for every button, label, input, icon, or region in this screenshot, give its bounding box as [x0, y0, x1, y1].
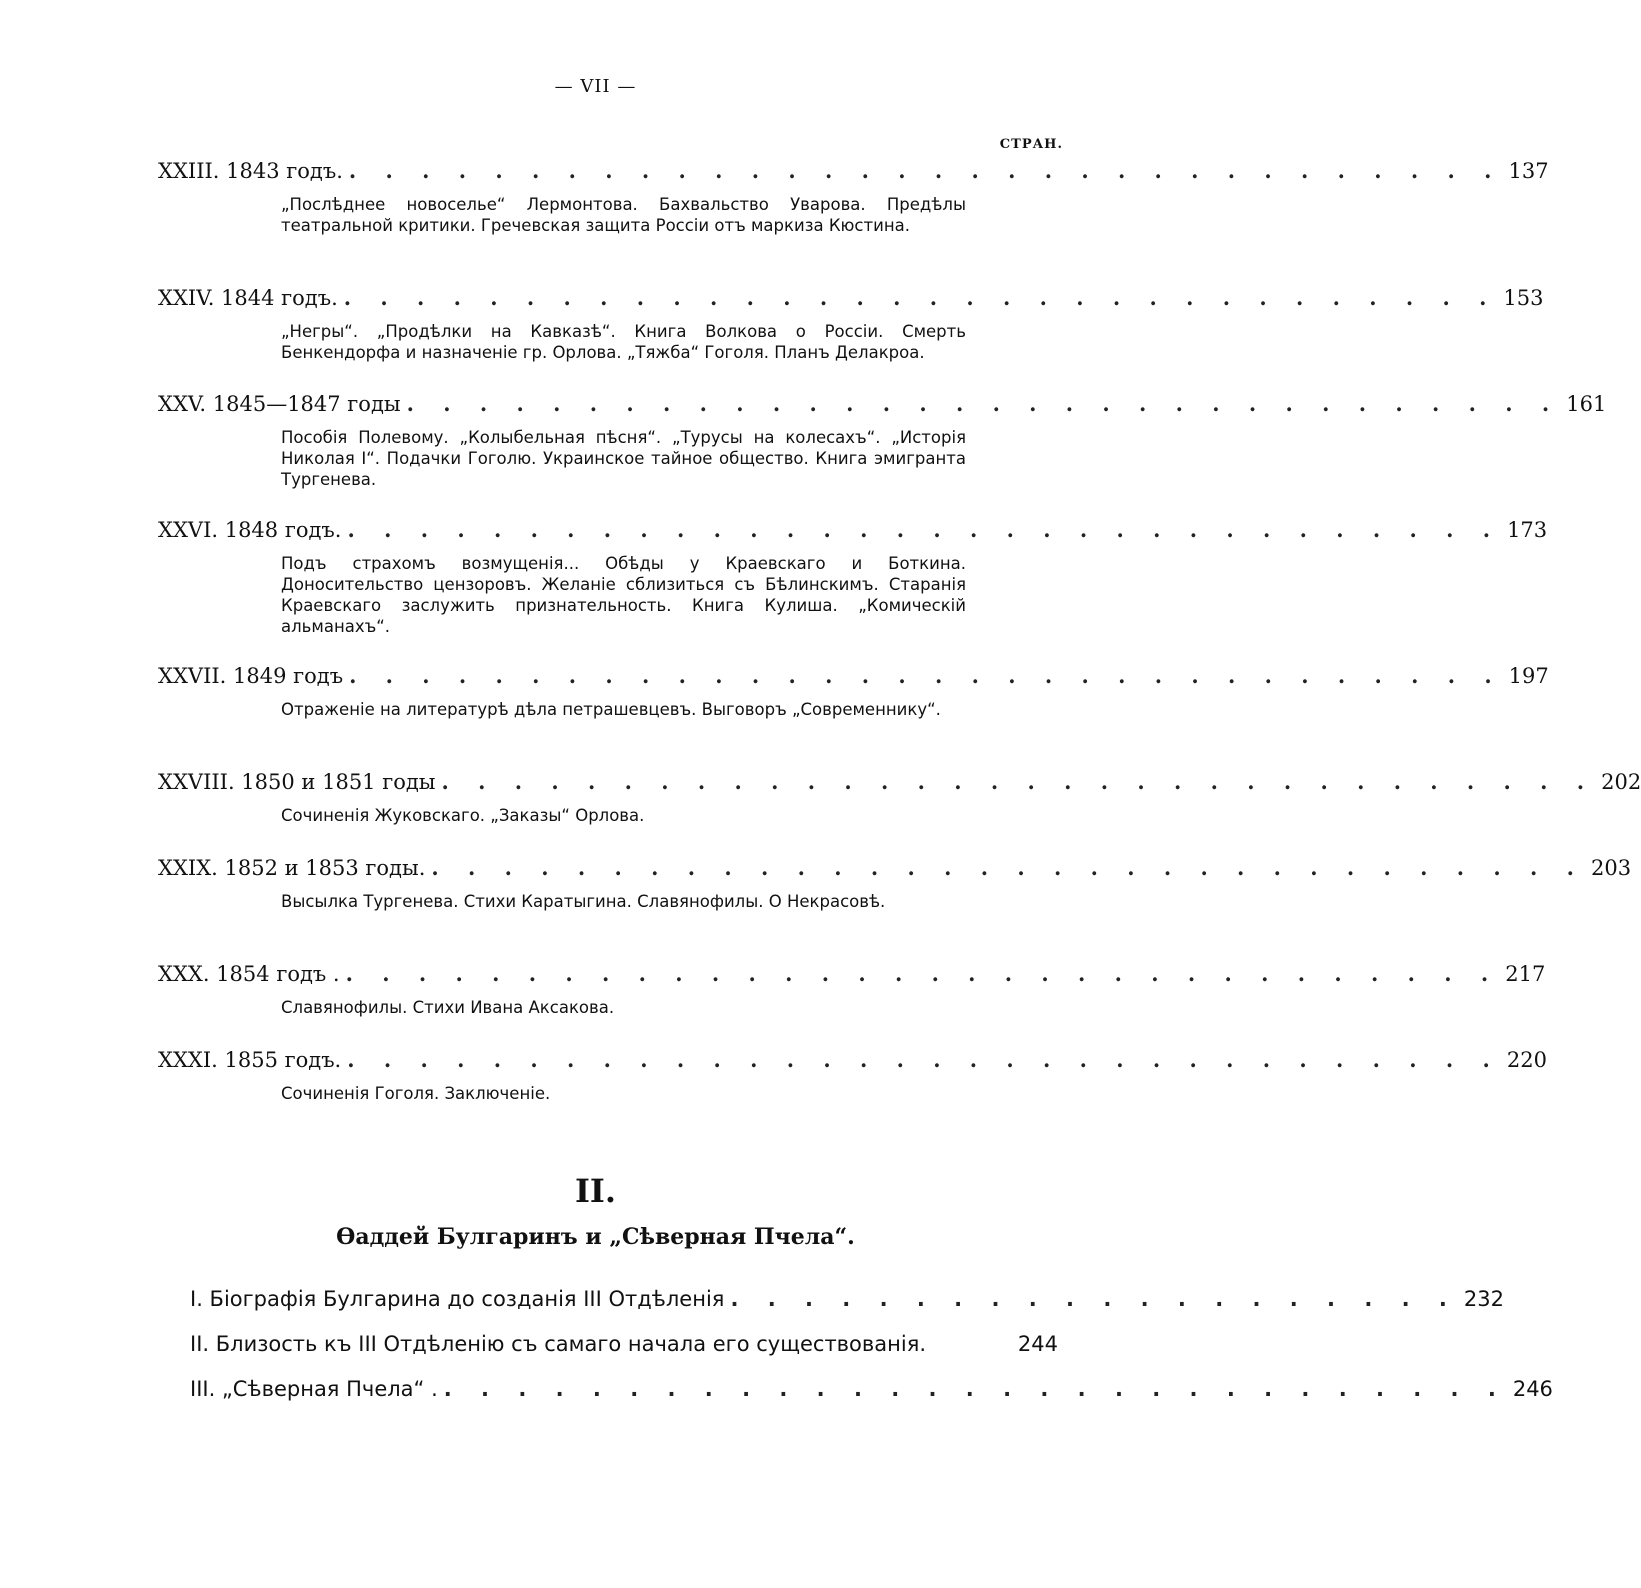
section-title: Ѳаддей Булгаринъ и „Сѣверная Пчела“.	[336, 1224, 855, 1250]
entry-page: 203	[1590, 856, 1632, 880]
entry-description: „Послѣднее новоселье“ Лермонтова. Бахвальство Уварова. Предѣлы театральной критики. Гречевская защита Россіи отъ маркиза Кюстина.	[281, 195, 966, 235]
leader-dots: . . . . . . . . . . . . . . . . . . . . . . . . . . . . . . . .	[349, 663, 1503, 688]
toc-entry	[158, 961, 1546, 1018]
toc-entry	[158, 285, 1544, 363]
section-item-page: 246	[1512, 1377, 1553, 1401]
toc-entry	[158, 391, 1607, 490]
entry-description: Высылка Тургенева. Стихи Каратыгина. Славянофилы. О Некрасовѣ.	[281, 892, 886, 911]
entry-page: 153	[1503, 286, 1544, 310]
entry-page: 173	[1507, 518, 1548, 542]
section-item-title: II. Близость къ III Отдѣленію съ самаго начала его существованія.	[190, 1332, 927, 1356]
leader-dots: . . . . . . . . . . . . . . . . . . . . . . . . . . . . . . . .	[406, 391, 1561, 416]
section-item	[190, 1377, 1553, 1401]
entry-title: XXV. 1845—1847 годы	[158, 392, 401, 416]
toc-entry	[158, 517, 1548, 637]
section-item-page: 232	[1463, 1287, 1504, 1311]
entry-title: XXX. 1854 годъ .	[158, 962, 340, 986]
toc-entry	[158, 663, 1549, 720]
toc-entry	[158, 855, 1632, 912]
entry-title: XXVII. 1849 годъ	[158, 664, 344, 688]
entry-title: XXXI. 1855 годъ.	[158, 1048, 342, 1072]
entry-page: 220	[1506, 1048, 1547, 1072]
entry-description: „Негры“. „Продѣлки на Кавказѣ“. Книга Волкова о Россіи. Смерть Бенкендорфа и назначеніе гр. Орлова. „Тяжба“ Гоголя. Планъ Делакроа.	[281, 322, 966, 362]
page-header: — VII —	[554, 76, 637, 97]
entry-page: 161	[1566, 392, 1607, 416]
leader-dots: . . . . . . . . . . . . . . . . . . . . . . . . . . . . . . . .	[345, 961, 1500, 986]
entry-title: XXIII. 1843 годъ.	[158, 159, 343, 183]
page-column-label: СТРАН.	[999, 137, 1063, 152]
entry-page: 137	[1508, 159, 1549, 183]
entry-page: 217	[1505, 962, 1546, 986]
toc-entry	[158, 769, 1641, 826]
leader-dots: . . . . . . . . . . . . . . . . . . . .	[730, 1287, 1458, 1311]
leader-dots: . . . . . . . . . . . . . . . . . . . . . . . . . . . . . . . .	[347, 1047, 1501, 1072]
entry-title: XXVIII. 1850 и 1851 годы	[158, 770, 436, 794]
toc-entry	[158, 1047, 1547, 1104]
leader-dots: . . . . . . . . . . . . . . . . . . . . . . . . . . . . . . . .	[348, 158, 1503, 183]
entry-description: Отраженіе на литературѣ дѣла петрашевцевъ. Выговоръ „Современнику“.	[281, 700, 941, 719]
leader-dots: . . . . . . . . . . . . . . . . . . . . . . . . . . . . . . . .	[347, 517, 1502, 542]
entry-description: Сочиненія Гоголя. Заключеніе.	[281, 1084, 551, 1103]
toc-entry	[158, 158, 1549, 236]
leader-dots: . . . . . . . . . . . . . . . . . . . . . . . . . . . . . . . .	[441, 769, 1596, 794]
entry-page: 202	[1601, 770, 1641, 794]
entry-description: Подъ страхомъ возмущенія... Обѣды у Краевскаго и Боткина. Доносительство цензоровъ. Желаніе сблизиться съ Бѣлинскимъ. Старанія Краевскаго заслужить признательность. Книга Кулиша. „Комическій альманахъ“.	[281, 554, 966, 636]
entry-description: Пособія Полевому. „Колыбельная пѣсня“. „Турусы на колесахъ“. „Исторія Николая I“. Подачки Гоголю. Украинское тайное общество. Книга эмигранта Тургенева.	[281, 428, 966, 489]
section-item	[190, 1287, 1504, 1311]
leader-dots: . . . . . . . . . . . . . . . . . . . . . . . . . . . . . . . .	[431, 855, 1585, 880]
section-item	[190, 1332, 1058, 1356]
entry-title: XXVI. 1848 годъ.	[158, 518, 342, 542]
entry-description: Сочиненія Жуковскаго. „Заказы“ Орлова.	[281, 806, 645, 825]
entry-page: 197	[1508, 664, 1549, 688]
section-item-title: I. Біографія Булгарина до созданія III Отдѣленія	[190, 1287, 725, 1311]
section-item-page: 244	[1017, 1332, 1058, 1356]
leader-dots: . . . . . . . . . . . . . . . . . . . . . . . . . . . . . . . .	[343, 285, 1498, 310]
section-number: II.	[574, 1172, 617, 1210]
entry-description: Славянофилы. Стихи Ивана Аксакова.	[281, 998, 615, 1017]
entry-title: XXIV. 1844 годъ.	[158, 286, 338, 310]
section-item-title: III. „Сѣверная Пчела“ .	[190, 1377, 438, 1401]
entry-title: XXIX. 1852 и 1853 годы.	[158, 856, 426, 880]
leader-dots: . . . . . . . . . . . . . . . . . . . . . . . . . . . . .	[443, 1377, 1507, 1401]
